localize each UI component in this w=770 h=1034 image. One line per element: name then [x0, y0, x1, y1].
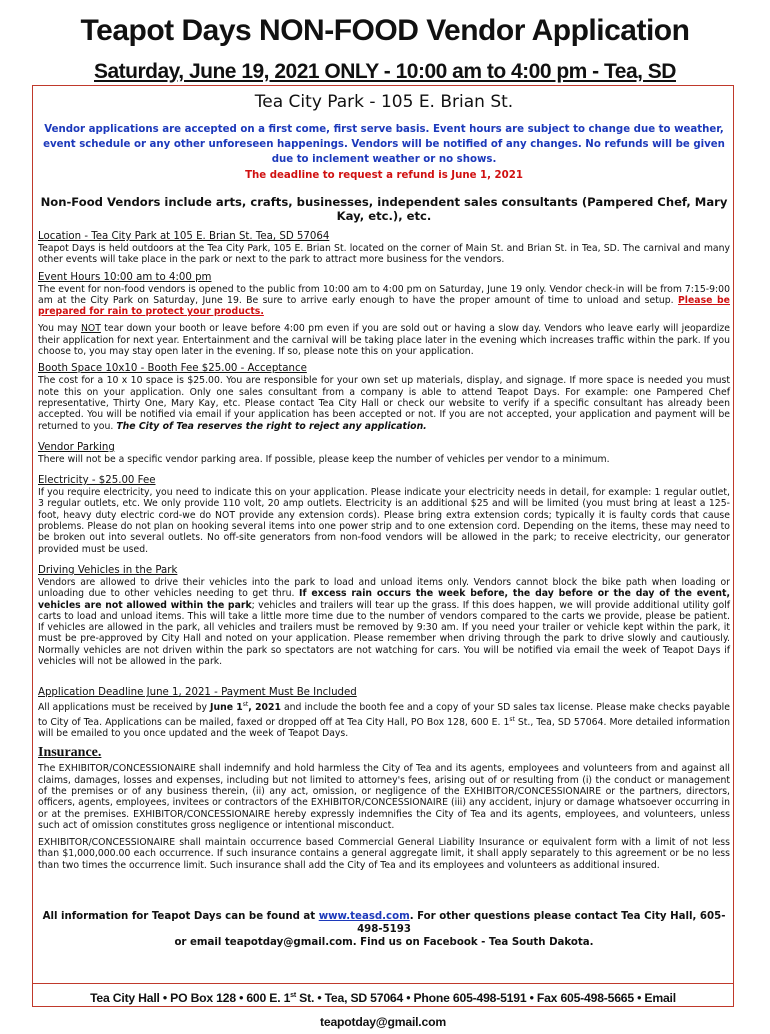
website-link[interactable]: www.teasd.com [318, 911, 410, 922]
insurance-indemnify: The EXHIBITOR/CONCESSIONAIRE shall indemnify and hold harmless the City of Tea and its agents, employees and volunteers from and against all claims, damages, losses and expenses, including but not limited to attorney's fees, arising out of or resulting from (i) the conduct or management of the premises or of any business therein, (ii) any act, omission, or negligence of the EXHIBITOR/CONCESSIONAIRE or the partners, directors, officers, agents, employees, invitees or contractors of the EXHIBITOR/CONCESSIONAIRE (iii) any accident, injury or damage whatsoever occurring in or at the premises. EXHIBITOR/CONCESSIONAIRE hereby expressly indemnifies the City of Tea and its agents, employees, and volunteers, unless such act of omission constitutes gross negligence or intentional misconduct. [38, 763, 730, 831]
reserve-right: The City of Tea reserves the right to reject any application. [116, 420, 427, 432]
application-notice: Vendor applications are accepted on a first come, first serve basis. Event hours are subject to change due to weather, event schedule or any other unforeseen happenings. Vendors will be notified of any changes. No refunds will be given due to inclement weather or no shows. [43, 124, 725, 165]
insurance-heading: Insurance. [38, 745, 102, 761]
driving-body: Vendors are allowed to drive their vehicles into the park to load and unload items only. Vendors cannot block the bike path when loading or unloading due to other vehicles needing to get thru. If excess rain occurs the week before, the day before or the day of the event, vehicles are not allowed within the park; vehicles and trailers will tear up the grass. If this does happen, we will provide additional utility golf carts to load and unload items. This will take a little more time due to the number of vendors compared to the carts we provide, please be patient. If vehicles are allowed in the park, all vehicles and trailers must be removed by 9:30 am. If you need your trailer or vehicle kept within the park, it must be pre-approved by City Hall and noted on your application. Please remember when driving through the park to drive slowly and cautiously. Normally vehicles are not driven within the park so spectators are not watching for cars. You will be notified via email the week of Teapot Days if vehicles will not be allowed in the park. [38, 576, 730, 668]
parking-heading: Vendor Parking [38, 441, 115, 453]
electricity-heading: Electricity - $25.00 Fee [38, 475, 156, 487]
rain-warning: Please be prepared for rain to protect your products. [38, 294, 730, 318]
deadline-heading: Application Deadline June 1, 2021 - Payment Must Be Included [38, 687, 357, 699]
location-body: Teapot Days is held outdoors at the Tea City Park, 105 E. Brian St. located on the corner of Main St. and Brian St. in Tea, SD. The carnival and many other events will take place in the park or next to the park to attract more business for the vendors. [38, 243, 730, 266]
page-title: Teapot Days NON-FOOD Vendor Application [80, 14, 690, 47]
hours-body: The event for non-food vendors is opened to the public from 10:00 am to 4:00 pm on Saturday, June 19 only. Vendor check-in will be from 7:15-9:00 am at the City Park on Saturday, June 19. Be sure to arrive early enough to have the proper amount of time to unload and setup. Please be prepared for rain to protect your products. [38, 283, 730, 318]
footer-address-bar: Tea City Hall • PO Box 128 • 600 E. 1st St. • Tea, SD 57064 • Phone 605-498-5191 • Fax 605-498-5665 • Email teapotday@gmail.com [32, 983, 734, 1008]
refund-deadline: The deadline to request a refund is June 1, 2021 [245, 170, 523, 181]
park-address: Tea City Park - 105 E. Brian St. [254, 92, 514, 112]
location-heading: Location - Tea City Park at 105 E. Brian St. Tea, SD 57064 [38, 231, 330, 242]
document-body [38, 88, 730, 871]
nonfood-description: Non-Food Vendors include arts, crafts, businesses, independent sales consultants (Pampered Chef, Mary Kay, etc.), etc. [40, 195, 728, 223]
contact-info: All information for Teapot Days can be found at www.teasd.com. For other questions please contact Tea City Hall, 605-498-5193 or email teapotday@gmail.com. Find us on Facebook - Tea South Dakota. [42, 911, 726, 948]
teardown-paragraph: You may NOT tear down your booth or leave before 4:00 pm even if you are sold out or having a slow day. Vendors who leave early will jeopardize their application for next year. Entertainment and the carnival will be taking place later in the evening which increases traffic within the park. If you choose to, you may stay open later in the evening. If so, please note this on your application. [38, 323, 730, 358]
electricity-body: If you require electricity, you need to indicate this on your application. Please indicate your electricity needs in detail, for example: 1 regular outlet, 3 regular outlets, etc. We only provide 110 volt, 20 amp outlets. Electricity is an additional $25 and will be limited (you must bring at least a 125-foot, heavy duty electric cord-we do NOT provide any extension cords). Please bring extra extension cords; typically it is faulty cords that cause problems. Please do not plan on hooking several items into one power strip and to one extension cord. Depending on the items, these may need to be broken out into several outlets. No off-site generators from non-food vendors will be allowed in the park; to receive electricity, our generator provided must be used. [38, 487, 730, 555]
parking-body: There will not be a specific vendor parking area. If possible, please keep the number of vehicles per vendor to a minimum. [38, 453, 610, 465]
hours-heading: Event Hours 10:00 am to 4:00 pm [38, 271, 212, 283]
booth-body: The cost for a 10 x 10 space is $25.00. You are responsible for your own set up materials, display, and signage. If more space is needed you must note this on your application. Only one sales consultant from a company is able to attend Teapot Days. For example: one Pampered Chef representative, Thirty One, Mary Kay, etc. Please contact Tea City Hall or check our website to verify if a specific consultant has already been accepted. You will be notified via email if your application has been accepted or not. If you are not accepted, your application and payment will be returned to you. The City of Tea reserves the right to reject any application. [38, 375, 730, 432]
insurance-liability: EXHIBITOR/CONCESSIONAIRE shall maintain occurrence based Commercial General Liability Insurance or equivalent form with a limit of not less than $1,000,000.00 each occurrence. If such insurance contains a general aggregate limit, it shall apply separately to this agreement or be no less than two times the occurrence limit. Such insurance shall add the City of Tea and its employees and volunteers as additional insured. [38, 837, 730, 871]
event-date-subtitle: Saturday, June 19, 2021 ONLY - 10:00 am to 4:00 pm - Tea, SD [94, 60, 676, 83]
driving-heading: Driving Vehicles in the Park [38, 564, 178, 576]
booth-heading: Booth Space 10x10 - Booth Fee $25.00 - Acceptance [38, 363, 307, 375]
deadline-body: All applications must be received by June 1st, 2021 and include the booth fee and a copy of your SD sales tax license. Please make checks payable to City of Tea. Applications can be mailed, faxed or dropped off at Tea City Hall, PO Box 128, 600 E. 1st St., Tea, SD 57064. More detailed information will be emailed to you once updated and the week of Teapot Days. [38, 701, 730, 740]
